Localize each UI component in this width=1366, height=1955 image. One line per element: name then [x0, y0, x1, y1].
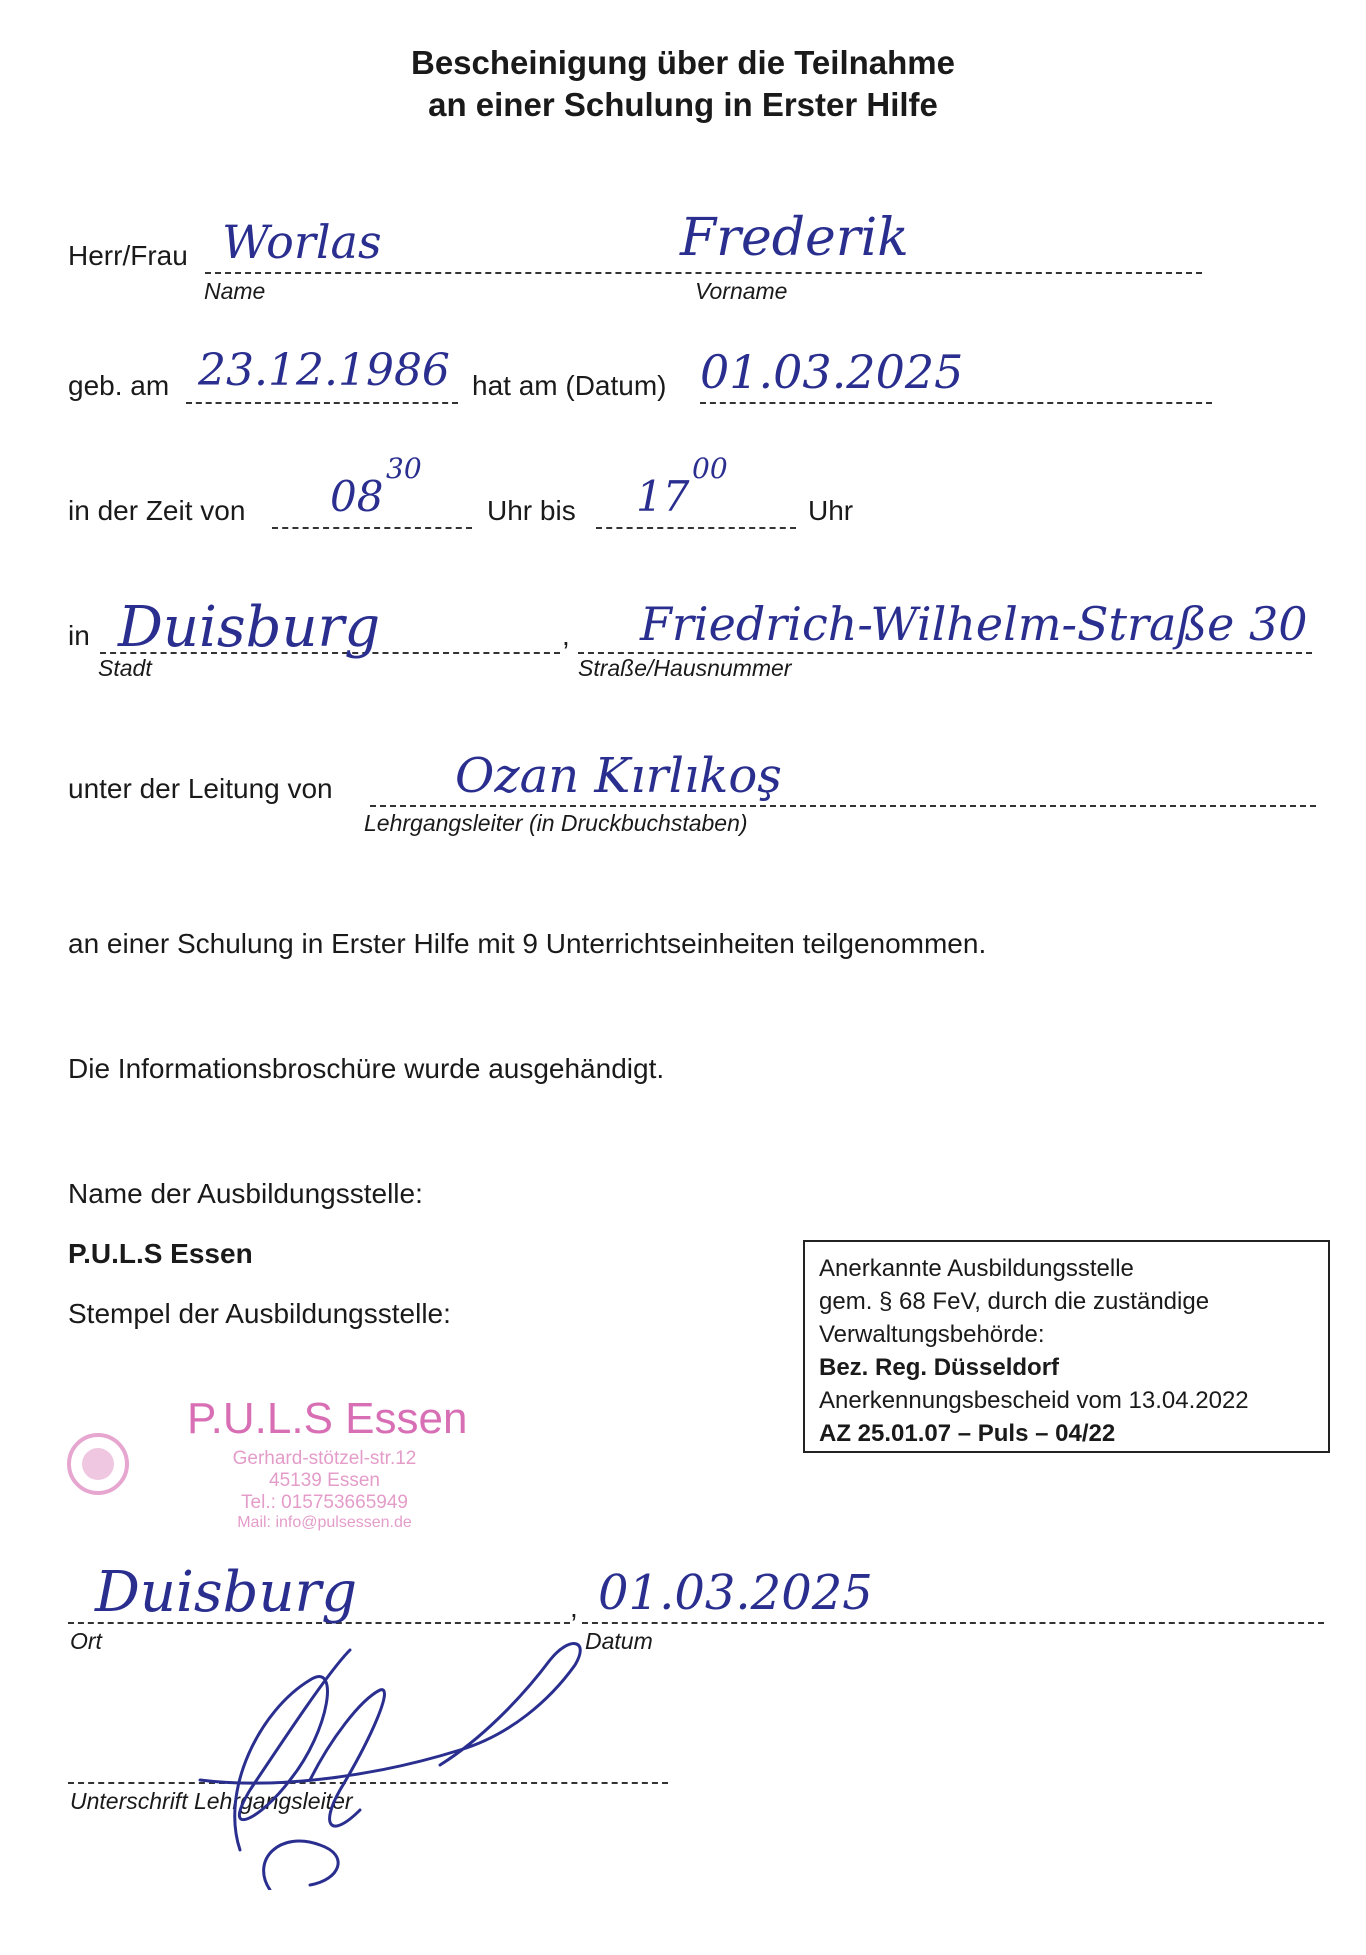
stamp-organization-name: P.U.L.S Essen	[187, 1394, 468, 1443]
course-date-handwritten: 01.03.2025	[700, 345, 964, 399]
birth-label: geb. am	[68, 370, 170, 401]
place-caption: Ort	[70, 1628, 102, 1654]
time-to-line	[596, 527, 796, 529]
stamp-heart-logo-icon	[67, 1433, 129, 1495]
recognition-line-3: Verwaltungsbehörde:	[819, 1321, 1045, 1348]
training-center-name: P.U.L.S Essen	[68, 1238, 253, 1269]
course-date-line	[700, 402, 1212, 404]
training-center-label: Name der Ausbildungsstelle:	[68, 1178, 423, 1209]
recognition-authority: Bez. Reg. Düsseldorf	[819, 1354, 1060, 1381]
course-date-label: hat am (Datum)	[472, 370, 667, 401]
vorname-caption: Vorname	[695, 278, 788, 304]
city-caption: Stadt	[98, 655, 152, 681]
time-from-minutes-handwritten: 30	[386, 452, 422, 485]
in-label: in	[68, 620, 90, 651]
name-handwritten: Worlas	[222, 215, 382, 269]
signature-caption: Unterschrift Lehrgangsleiter	[70, 1788, 353, 1814]
footer-comma: ,	[570, 1592, 578, 1623]
leader-label: unter der Leitung von	[68, 773, 333, 804]
time-from-handwritten: 08	[330, 472, 384, 521]
recognition-reference: AZ 25.01.07 – Puls – 04/22	[819, 1420, 1116, 1447]
sign-date-handwritten: 01.03.2025	[598, 1565, 873, 1621]
vorname-handwritten: Frederik	[680, 208, 909, 268]
birth-line	[186, 402, 458, 404]
city-handwritten: Duisburg	[118, 595, 381, 660]
sign-date-caption: Datum	[585, 1628, 653, 1654]
time-end-label: Uhr	[808, 495, 854, 526]
place-handwritten: Duisburg	[95, 1560, 358, 1625]
title-line-1: Bescheinigung über die Teilnahme	[411, 44, 955, 81]
time-label: in der Zeit von	[68, 495, 246, 526]
time-mid-label: Uhr bis	[487, 495, 576, 526]
document-title	[0, 42, 1366, 126]
recognition-line-2: gem. § 68 FeV, durch die zuständige	[819, 1288, 1210, 1315]
birth-date-handwritten: 23.12.1986	[198, 345, 450, 396]
street-caption: Straße/Hausnummer	[578, 655, 792, 681]
time-to-handwritten: 17	[636, 472, 690, 521]
name-caption: Name	[204, 278, 266, 304]
street-line	[578, 652, 1312, 654]
stamp-city: 45139 Essen	[269, 1470, 380, 1491]
leader-handwritten: Ozan Kırlıkoş	[455, 748, 782, 804]
time-from-line	[272, 527, 472, 529]
handwritten-signature	[180, 1590, 620, 1890]
street-handwritten: Friedrich-Wilhelm-Straße 30	[640, 597, 1308, 651]
stamp-street: Gerhard-stötzel-str.12	[232, 1448, 417, 1469]
recognition-notice: Anerkennungsbescheid vom 13.04.2022	[819, 1387, 1249, 1414]
stamp-email: Mail: info@pulsessen.de	[237, 1514, 412, 1531]
time-to-minutes-handwritten: 00	[692, 452, 728, 485]
title-line-2: an einer Schulung in Erster Hilfe	[428, 86, 938, 123]
recognition-line-1: Anerkannte Ausbildungsstelle	[819, 1255, 1134, 1282]
person-prefix-label: Herr/Frau	[68, 240, 188, 271]
brochure-text: Die Informationsbroschüre wurde ausgehändigt.	[68, 1053, 665, 1084]
organization-stamp	[62, 1390, 468, 1531]
sign-date-line	[582, 1622, 1324, 1624]
comma-separator: ,	[562, 620, 570, 651]
stamp-phone: Tel.: 015753665949	[241, 1492, 408, 1513]
stamp-label: Stempel der Ausbildungsstelle:	[68, 1298, 451, 1329]
leader-caption: Lehrgangsleiter (in Druckbuchstaben)	[364, 810, 748, 836]
recognition-box	[803, 1240, 1330, 1453]
name-line	[205, 272, 1202, 274]
leader-line	[370, 805, 1316, 807]
participation-text: an einer Schulung in Erster Hilfe mit 9 Unterrichtseinheiten teilgenommen.	[68, 928, 987, 959]
